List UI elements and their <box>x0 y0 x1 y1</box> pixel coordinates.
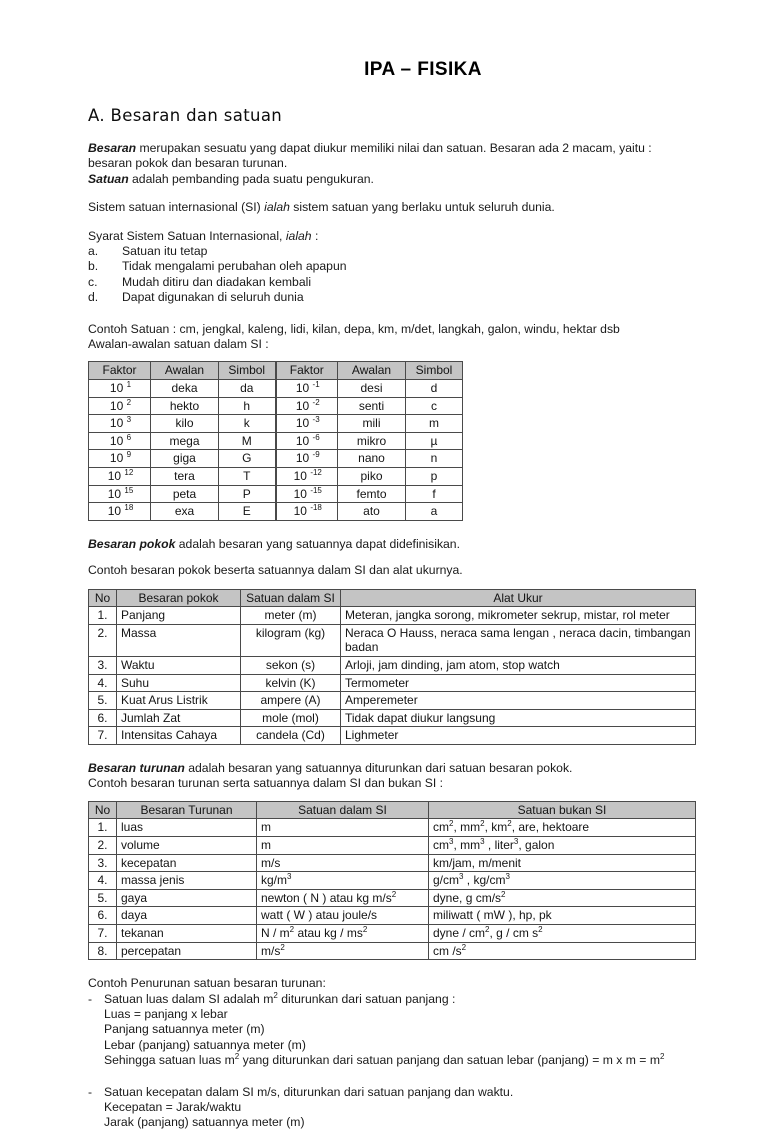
si-unit: kelvin (K) <box>241 674 341 692</box>
prefix-factor: 10 $^{-15}$ <box>276 485 338 503</box>
prefix-factor: 10 $^3$ <box>89 415 151 433</box>
si-unit: m/s <box>257 854 429 872</box>
row-number: 7. <box>89 727 117 745</box>
list-text: Dapat digunakan di seluruh dunia <box>122 290 304 305</box>
non-si-unit: km/jam, m/menit <box>429 854 696 872</box>
row-number: 3. <box>89 657 117 675</box>
besaran-pokok-rest: adalah besaran yang satuannya dapat didefinisikan. <box>175 536 460 551</box>
quantity-name: Waktu <box>117 657 241 675</box>
si-unit: N / $m^2$ atau kg / $ms^2$ <box>257 924 429 942</box>
non-si-unit: $g/cm^3$ , $kg/cm^3$ <box>429 872 696 890</box>
contoh-satuan-line1: Contoh Satuan : cm, jengkal, kaleng, lidi, kilan, depa, km, m/det, langkah, galon, windu, hektar dsb <box>88 321 620 336</box>
besaran-pokok-bold: Besaran pokok <box>88 536 176 551</box>
list-item <box>88 259 698 274</box>
table-row <box>89 819 696 837</box>
prefix-symbol: P <box>219 485 276 503</box>
syarat-italic: ialah <box>285 228 312 243</box>
measuring-tool: Meteran, jangka sorong, mikrometer sekrup, mistar, rol meter <box>341 607 696 625</box>
prefix-symbol: k <box>219 415 276 433</box>
table-header-row <box>89 362 463 380</box>
prefix-name: nano <box>338 450 406 468</box>
column-header: No <box>89 801 117 819</box>
penurunan-item-1-text: Satuan luas dalam SI adalah $m^2$ diturunkan dari satuan panjang : <box>104 990 456 1006</box>
table-row <box>89 432 463 450</box>
prefix-name: tera <box>151 468 219 486</box>
non-si-unit: dyne / $cm^2$, g / cm $s^2$ <box>429 924 696 942</box>
table-row <box>89 485 463 503</box>
row-number: 5. <box>89 692 117 710</box>
prefix-symbol: da <box>219 380 276 398</box>
row-number: 8. <box>89 942 117 960</box>
prefix-factor: 10 $^{-3}$ <box>276 415 338 433</box>
syarat-list <box>88 244 698 306</box>
intro-satuan-bold: Satuan <box>88 171 129 186</box>
si-unit: $m/s^2$ <box>257 942 429 960</box>
quantity-name: Panjang <box>117 607 241 625</box>
document-content <box>88 0 698 1131</box>
column-header: Faktor <box>276 362 338 380</box>
table-row <box>89 836 696 854</box>
column-header: Alat Ukur <box>341 589 696 607</box>
prefix-name: kilo <box>151 415 219 433</box>
table-row <box>89 924 696 942</box>
penurunan-sub-4: Sehingga satuan luas $m^2$ yang diturunkan dari satuan panjang dan satuan lebar (panjang) = m x $m = m^2$ <box>104 1052 665 1068</box>
measuring-tool: Neraca O Hauss, neraca sama lengan , neraca dacin, timbangan badan <box>341 624 696 656</box>
quantity-name: Suhu <box>117 674 241 692</box>
quantity-name: Jumlah Zat <box>117 709 241 727</box>
measuring-tool: Arloji, jam dinding, jam atom, stop watch <box>341 657 696 675</box>
penurunan-sub-6: Jarak (panjang) satuannya meter (m) <box>104 1115 305 1130</box>
derived-quantity-name: luas <box>117 819 257 837</box>
si-unit: watt ( W ) atau joule/s <box>257 907 429 925</box>
penurunan-sub-3: Lebar (panjang) satuannya meter (m) <box>104 1037 306 1052</box>
prefix-symbol: n <box>406 450 463 468</box>
table-header-row <box>89 801 696 819</box>
prefix-factor: 10 $^{-18}$ <box>276 503 338 521</box>
measuring-tool: Termometer <box>341 674 696 692</box>
row-number: 1. <box>89 819 117 837</box>
prefix-name: ato <box>338 503 406 521</box>
penurunan-sub-5: Kecepatan = Jarak/waktu <box>104 1099 242 1114</box>
prefix-name: hekto <box>151 397 219 415</box>
quantity-name: Massa <box>117 624 241 656</box>
prefix-factor: 10 $^{-2}$ <box>276 397 338 415</box>
quantity-name: Kuat Arus Listrik <box>117 692 241 710</box>
prefix-factor: 10 $^{12}$ <box>89 468 151 486</box>
dash-marker: - <box>88 1084 93 1099</box>
derived-quantity-name: volume <box>117 836 257 854</box>
prefix-name: mikro <box>338 432 406 450</box>
derived-quantity-name: daya <box>117 907 257 925</box>
prefix-name: mili <box>338 415 406 433</box>
si-unit: m <box>257 836 429 854</box>
table-row <box>89 380 463 398</box>
prefix-factor: 10 $^{15}$ <box>89 485 151 503</box>
prefix-factor: 10 $^{18}$ <box>89 503 151 521</box>
prefix-symbol: a <box>406 503 463 521</box>
si-italic: ialah <box>264 200 290 215</box>
non-si-unit: dyne, g $cm/s^2$ <box>429 889 696 907</box>
table-row <box>89 674 696 692</box>
prefix-factor: 10 $^{-12}$ <box>276 468 338 486</box>
prefix-table <box>88 361 463 520</box>
table-row <box>89 415 463 433</box>
derived-quantity-name: tekanan <box>117 924 257 942</box>
besaran-turunan-rest: adalah besaran yang satuannya diturunkan dari satuan besaran pokok. <box>184 760 573 775</box>
section-heading-a: A. Besaran dan satuan <box>88 106 283 125</box>
prefix-symbol: h <box>219 397 276 415</box>
derived-quantity-name: kecepatan <box>117 854 257 872</box>
prefix-table-body <box>89 380 463 521</box>
besaran-pokok-sub: Contoh besaran pokok beserta satuannya dalam SI dan alat ukurnya. <box>88 563 463 578</box>
prefix-factor: 10 $^9$ <box>89 450 151 468</box>
penurunan-item-1 <box>88 992 698 1007</box>
prefix-symbol: E <box>219 503 276 521</box>
list-item <box>88 244 698 259</box>
contoh-satuan-paragraph <box>88 306 698 353</box>
si-unit: kilogram (kg) <box>241 624 341 656</box>
syarat-pre: Syarat Sistem Satuan Internasional, <box>88 228 286 243</box>
row-number: 7. <box>89 924 117 942</box>
row-number: 4. <box>89 674 117 692</box>
column-header: Satuan dalam SI <box>241 589 341 607</box>
besaran-pokok-table <box>88 589 696 745</box>
si-unit: candela (Cd) <box>241 727 341 745</box>
row-number: 2. <box>89 836 117 854</box>
syarat-post: : <box>311 228 319 243</box>
intro-besaran-line2: besaran pokok dan besaran turunan. <box>88 156 288 171</box>
table-row <box>89 503 463 521</box>
column-header: Besaran pokok <box>117 589 241 607</box>
row-number: 6. <box>89 907 117 925</box>
si-unit: m <box>257 819 429 837</box>
row-number: 6. <box>89 709 117 727</box>
si-unit: ampere (A) <box>241 692 341 710</box>
table-header-row <box>89 589 696 607</box>
si-unit: mole (mol) <box>241 709 341 727</box>
list-item <box>88 290 698 305</box>
derived-quantity-name: gaya <box>117 889 257 907</box>
list-marker: c. <box>88 274 98 289</box>
table-row <box>89 942 696 960</box>
column-header: Awalan <box>338 362 406 380</box>
column-header: Simbol <box>219 362 276 380</box>
besaran-turunan-table <box>88 801 696 960</box>
non-si-unit: cm $/s^2$ <box>429 942 696 960</box>
table-row <box>89 907 696 925</box>
table-row <box>89 709 696 727</box>
si-pre: Sistem satuan internasional (SI) <box>88 200 265 215</box>
besaran-turunan-sub: Contoh besaran turunan serta satuannya dalam SI dan bukan SI : <box>88 776 444 791</box>
intro-besaran-rest: merupakan sesuatu yang dapat diukur memiliki nilai dan satuan. Besaran ada 2 macam, yaitu : <box>136 141 652 155</box>
prefix-factor: 10 $^2$ <box>89 397 151 415</box>
prefix-name: desi <box>338 380 406 398</box>
measuring-tool: Amperemeter <box>341 692 696 710</box>
column-header: Satuan bukan SI <box>429 801 696 819</box>
prefix-name: piko <box>338 468 406 486</box>
prefix-name: senti <box>338 397 406 415</box>
dash-marker: - <box>88 991 93 1006</box>
prefix-name: femto <box>338 485 406 503</box>
prefix-name: deka <box>151 380 219 398</box>
row-number: 4. <box>89 872 117 890</box>
prefix-symbol: p <box>406 468 463 486</box>
intro-satuan-rest: adalah pembanding pada suatu pengukuran. <box>128 171 374 186</box>
prefix-factor: 10 $^{-6}$ <box>276 432 338 450</box>
contoh-satuan-line2: Awalan-awalan satuan dalam SI : <box>88 337 269 352</box>
list-text: Tidak mengalami perubahan oleh apapun <box>122 259 347 274</box>
prefix-symbol: d <box>406 380 463 398</box>
penurunan-item-2 <box>88 1069 698 1100</box>
prefix-symbol: M <box>219 432 276 450</box>
table-row <box>89 872 696 890</box>
table-row <box>89 607 696 625</box>
non-si-unit: $cm^3$, $mm^3$ , liter$^3$, galon <box>429 836 696 854</box>
non-si-unit: $cm^2$, $mm^2$, $km^2$, are, hektoare <box>429 819 696 837</box>
intro-paragraph-besaran <box>88 125 698 187</box>
column-header: Simbol <box>406 362 463 380</box>
column-header: Satuan dalam SI <box>257 801 429 819</box>
row-number: 3. <box>89 854 117 872</box>
row-number: 2. <box>89 624 117 656</box>
column-header: No <box>89 589 117 607</box>
list-marker: d. <box>88 290 99 305</box>
penurunan-sub-2: Panjang satuannya meter (m) <box>104 1022 265 1037</box>
penurunan-sub-1: Luas = panjang x lebar <box>104 1006 228 1021</box>
list-marker: b. <box>88 259 99 274</box>
table-row <box>89 450 463 468</box>
prefix-name: peta <box>151 485 219 503</box>
table-row <box>89 889 696 907</box>
table-row <box>89 397 463 415</box>
prefix-symbol: G <box>219 450 276 468</box>
prefix-symbol: µ <box>406 432 463 450</box>
quantity-name: Intensitas Cahaya <box>117 727 241 745</box>
besaran-turunan-bold: Besaran turunan <box>88 760 185 775</box>
column-header: Besaran Turunan <box>117 801 257 819</box>
measuring-tool: Tidak dapat diukur langsung <box>341 709 696 727</box>
prefix-factor: 10 $^{-1}$ <box>276 380 338 398</box>
table-row <box>89 468 463 486</box>
prefix-symbol: T <box>219 468 276 486</box>
list-item <box>88 275 698 290</box>
column-header: Awalan <box>151 362 219 380</box>
table-row <box>89 657 696 675</box>
syarat-intro <box>88 216 698 244</box>
prefix-name: mega <box>151 432 219 450</box>
si-unit: newton ( N ) atau kg $m/s^2$ <box>257 889 429 907</box>
prefix-symbol: m <box>406 415 463 433</box>
prefix-symbol: f <box>406 485 463 503</box>
prefix-symbol: c <box>406 397 463 415</box>
page-title: IPA – FISIKA <box>364 59 482 80</box>
column-header: Faktor <box>89 362 151 380</box>
derived-quantity-name: massa jenis <box>117 872 257 890</box>
table-row <box>89 692 696 710</box>
penurunan-item-2-text: Satuan kecepatan dalam SI m/s, diturunkan dari satuan panjang dan waktu. <box>104 1084 514 1099</box>
besaran-pokok-table-body <box>89 607 696 745</box>
besaran-turunan-lead <box>88 745 698 792</box>
intro-paragraph-si <box>88 187 698 215</box>
besaran-turunan-table-body <box>89 819 696 960</box>
besaran-pokok-lead <box>88 521 698 552</box>
si-unit: sekon (s) <box>241 657 341 675</box>
row-number: 1. <box>89 607 117 625</box>
non-si-unit: miliwatt ( mW ), hp, pk <box>429 907 696 925</box>
prefix-factor: 10 $^1$ <box>89 380 151 398</box>
table-row <box>89 727 696 745</box>
derived-quantity-name: percepatan <box>117 942 257 960</box>
list-text: Mudah ditiru dan diadakan kembali <box>122 274 312 289</box>
prefix-factor: 10 $^{-9}$ <box>276 450 338 468</box>
prefix-name: exa <box>151 503 219 521</box>
si-unit: meter (m) <box>241 607 341 625</box>
table-row <box>89 624 696 656</box>
row-number: 5. <box>89 889 117 907</box>
measuring-tool: Lighmeter <box>341 727 696 745</box>
table-row <box>89 854 696 872</box>
intro-besaran-bold: Besaran <box>88 141 137 155</box>
list-marker: a. <box>88 244 99 259</box>
si-unit: $kg/m^3$ <box>257 872 429 890</box>
penurunan-heading: Contoh Penurunan satuan besaran turunan: <box>88 976 326 991</box>
si-post: sistem satuan yang berlaku untuk seluruh dunia. <box>289 200 555 215</box>
prefix-factor: 10 $^6$ <box>89 432 151 450</box>
prefix-name: giga <box>151 450 219 468</box>
list-text: Satuan itu tetap <box>122 244 208 259</box>
